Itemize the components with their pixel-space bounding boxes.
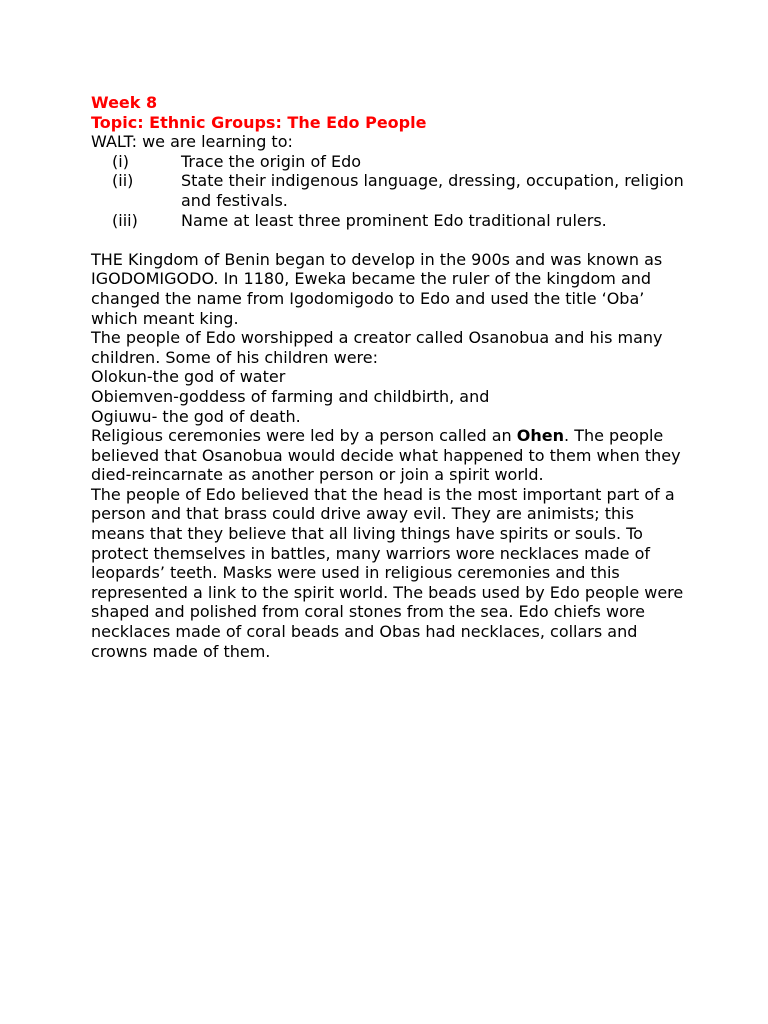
objective-text: State their indigenous language, dressing, occupation, religion and festivals. xyxy=(181,171,684,210)
objective-text: Name at least three prominent Edo traditional rulers. xyxy=(181,210,607,230)
worship-paragraph: The people of Edo worshipped a creator called Osanobua and his many children. Some of his children were: xyxy=(91,328,663,367)
walt-line: WALT: we are learning to: xyxy=(91,132,293,152)
objective-text: Trace the origin of Edo xyxy=(181,151,362,171)
kingdom-paragraph: THE Kingdom of Benin began to develop in the 900s and was known as IGODOMIGODO. In 1180, Eweka became the ruler of the kingdom and changed the name from Igodomigodo to Edo and used the title ‘Oba’ which meant king. xyxy=(91,249,663,328)
objective-marker: (ii) xyxy=(112,171,134,191)
ceremony-paragraph xyxy=(91,426,691,485)
topic-heading: Topic: Ethnic Groups: The Edo People xyxy=(91,112,427,132)
objective-marker: (i) xyxy=(112,151,129,171)
objective-item xyxy=(91,171,691,210)
ceremony-text-before: Religious ceremonies were led by a person called an xyxy=(91,426,517,446)
document-page xyxy=(91,93,691,661)
god-olokun-line: Olokun-the god of water xyxy=(91,367,286,387)
objective-item xyxy=(91,211,691,231)
objective-item xyxy=(91,152,691,172)
paragraph-spacer xyxy=(91,230,691,250)
ceremony-text-after: . The people believed that Osanobua would decide what happened to them when they died-reincarnate as another person or join a spirit world. xyxy=(91,426,681,485)
ohen-term: Ohen xyxy=(516,426,565,446)
week-heading: Week 8 xyxy=(91,93,158,112)
objective-marker: (iii) xyxy=(112,210,138,230)
learning-objectives-list xyxy=(91,152,691,230)
god-ogiuwu-line: Ogiuwu- the god of death. xyxy=(91,406,301,426)
god-obiemven-line: Obiemven-goddess of farming and childbirth, and xyxy=(91,386,490,406)
beliefs-paragraph: The people of Edo believed that the head is the most important part of a person and that brass could drive away evil. They are animists; this means that they believe that all living things have spirits or souls. To protect themselves in battles, many warriors wore necklaces made of leopards’ teeth. Masks were used in religious ceremonies and this represented a link to the spirit world. The beads used by Edo people were shaped and polished from coral stones from the sea. Edo chiefs wore necklaces made of coral beads and Obas had necklaces, collars and crowns made of them. xyxy=(91,484,684,661)
